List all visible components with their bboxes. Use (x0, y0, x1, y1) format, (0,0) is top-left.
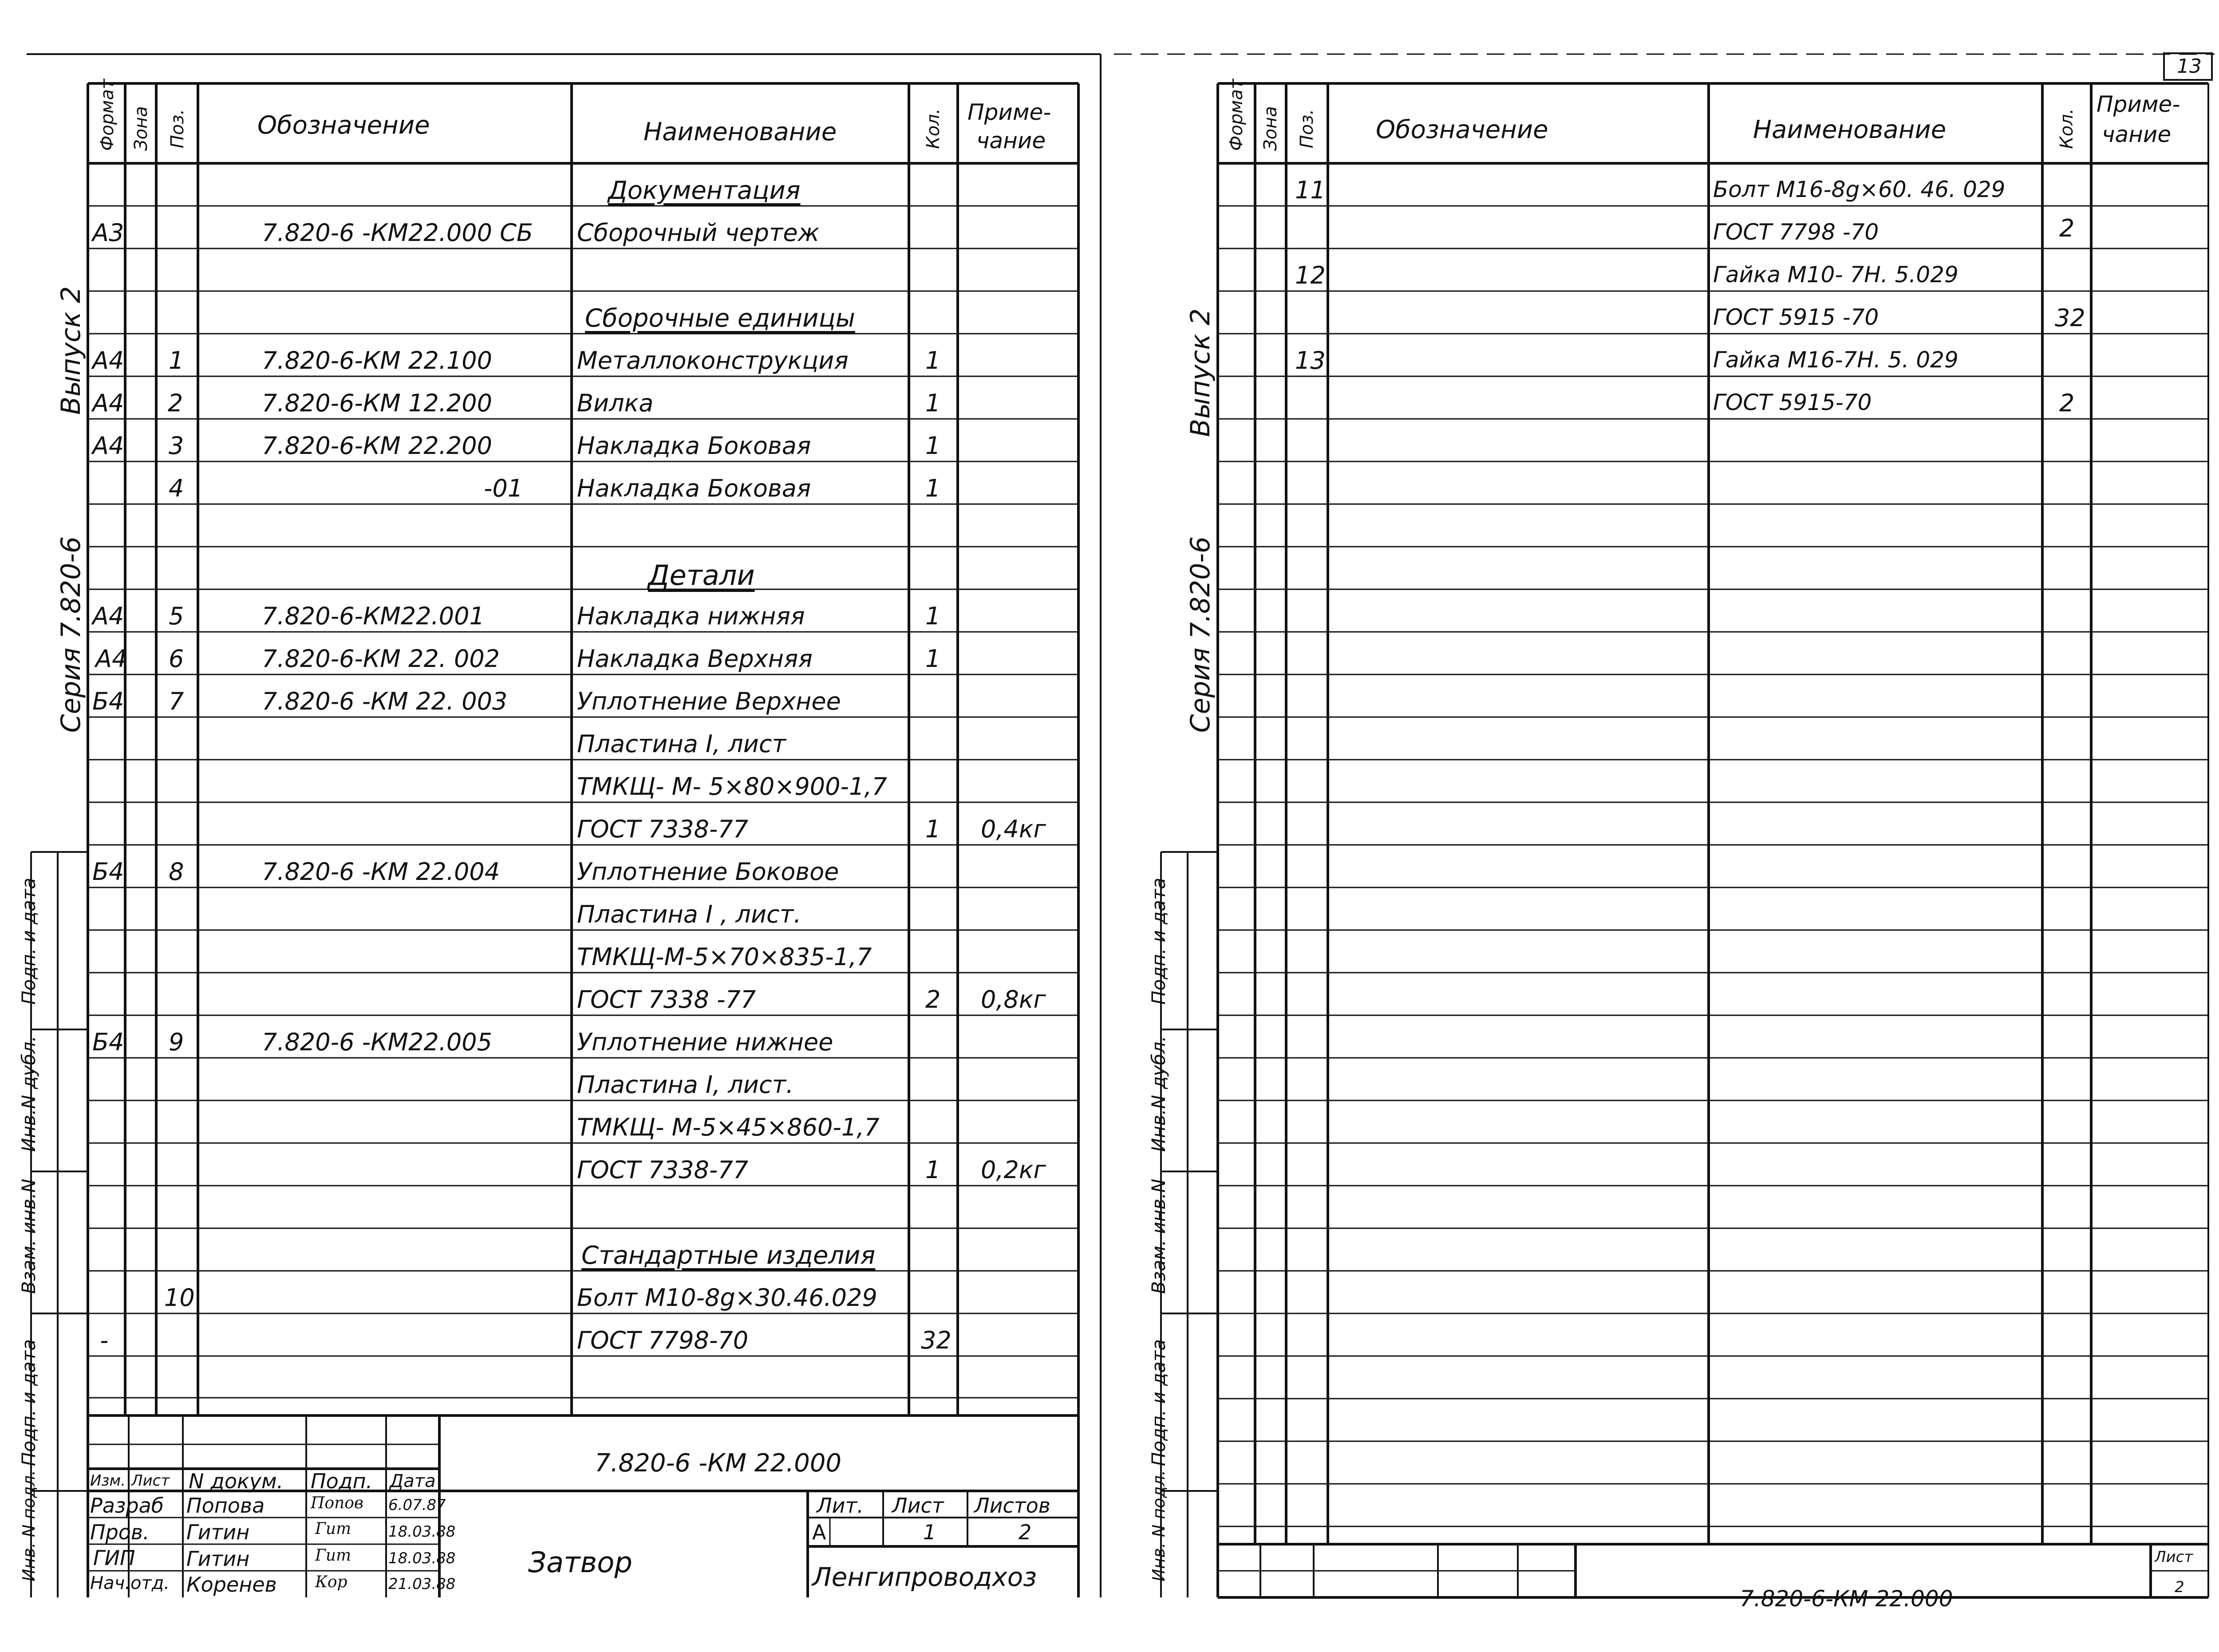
row-pos: 10 (164, 1284, 195, 1312)
row-designation: 7.820-6-КМ22.001 (262, 602, 485, 630)
side-label-vypusk: Выпуск 2 (1185, 308, 1216, 437)
side-label-seriya: Серия 7.820-6 (1185, 536, 1216, 733)
row-format: А3 (92, 219, 124, 247)
row-name: ГОСТ 7798-70 (577, 1326, 749, 1354)
row-qty: 32 (921, 1326, 952, 1354)
row-designation: 7.820-6-КМ 22.200 (262, 432, 492, 460)
listov-label: Листов (974, 1494, 1050, 1518)
list-label: Лист (892, 1494, 944, 1518)
row-pos: 1 (169, 347, 184, 375)
row-qty: 1 (925, 474, 941, 502)
header-format: Формат (97, 79, 118, 151)
title-col-podp: Подп. (311, 1469, 373, 1493)
list-label: Лист (2155, 1548, 2193, 1566)
stamp-box-label: Взам. инв.N (18, 1179, 39, 1294)
row-name: Накладка нижняя (577, 602, 805, 630)
header-qty: Кол. (2057, 108, 2077, 149)
side-label-seriya: Серия 7.820-6 (55, 536, 87, 733)
row-name: ГОСТ 5915-70 (1713, 390, 1872, 415)
stamp-box-label: Инв.N дубл. (18, 1036, 39, 1152)
row-pos: 4 (169, 474, 184, 502)
row-format: Б4 (92, 858, 124, 886)
header-format: Формат (1226, 79, 1247, 151)
row-name: Накладка Боковая (577, 474, 811, 502)
person-name: Гитин (186, 1520, 250, 1544)
header-note-1: Приме- (967, 99, 1051, 125)
row-name: Вилка (577, 389, 654, 417)
row-format: А4 (92, 389, 124, 417)
list-value: 1 (923, 1520, 936, 1544)
header-name: Наименование (644, 118, 837, 146)
list-value: 2 (2175, 1578, 2184, 1596)
row-designation: 7.820-6-КМ 22. 002 (262, 645, 500, 673)
row-name: Гайка М16-7Н. 5. 029 (1713, 347, 1958, 373)
person-role: Пров. (90, 1520, 150, 1544)
stamp-box-label: Инв.N дубл. (1148, 1036, 1169, 1152)
organization: Ленгипроводхоз (812, 1562, 1037, 1592)
header-note-2: чание (2102, 122, 2172, 147)
row-format: А4 (92, 602, 124, 630)
header-qty: Кол. (923, 108, 944, 149)
row-pos: 12 (1295, 261, 1326, 289)
person-date: 6.07.87 (388, 1496, 446, 1514)
stamp-box-label: Подп. и дата (1148, 1339, 1169, 1467)
row-name: Накладка Верхняя (577, 645, 813, 673)
row-qty: 1 (925, 1156, 941, 1184)
row-format: А4 (92, 347, 124, 375)
row-pos: 8 (169, 858, 184, 886)
row-qty: 2 (925, 986, 941, 1013)
stamp-box-label: Подп. и дата (18, 877, 39, 1005)
row-name: ГОСТ 7338-77 (577, 815, 749, 843)
row-format: А4 (95, 645, 127, 673)
row-qty: 1 (925, 347, 941, 375)
section-parts: Детали (648, 559, 755, 591)
row-name: ГОСТ 7798 -70 (1713, 219, 1879, 245)
row-name: ТМКЩ- М-5×45×860-1,7 (577, 1113, 880, 1141)
row-qty: 1 (925, 815, 941, 843)
person-date: 21.03.88 (388, 1575, 456, 1593)
person-name: Гитин (186, 1547, 250, 1571)
lit-label: Лит. (817, 1494, 864, 1518)
header-pos: Поз. (1297, 109, 1317, 149)
signature: Попов (311, 1494, 363, 1512)
stamp-box-label: Инв. N подл. (19, 1470, 39, 1581)
row-name: Уплотнение Боковое (577, 858, 839, 886)
row-name: Сборочный чертеж (577, 219, 820, 247)
row-designation: 7.820-6-КМ 12.200 (262, 389, 492, 417)
row-qty: 1 (925, 389, 941, 417)
row-note: 0,4кг (981, 815, 1046, 843)
row-name: Гайка М10- 7Н. 5.029 (1713, 262, 1958, 288)
row-designation: 7.820-6 -КМ 22.004 (262, 858, 500, 886)
row-name: Болт М10-8g×30.46.029 (577, 1284, 877, 1312)
section-documentation: Документация (608, 176, 801, 205)
row-name: Уплотнение нижнее (577, 1028, 833, 1056)
row-designation: 7.820-6 -КМ22.000 СБ (262, 219, 533, 247)
doc-code: 7.820-6 -КМ 22.000 (595, 1449, 841, 1478)
signature: Гит (315, 1546, 351, 1565)
row-name: Пластина I , лист. (577, 900, 802, 928)
title-col-data: Дата (390, 1471, 436, 1491)
row-pos: 2 (168, 389, 183, 417)
row-note: 0,8кг (981, 986, 1046, 1013)
header-zone: Зона (131, 106, 151, 151)
header-pos: Поз. (167, 109, 188, 149)
row-qty: 32 (2055, 304, 2085, 332)
row-designation: -01 (484, 474, 523, 502)
lit-value: А (812, 1520, 826, 1544)
row-pos: 6 (169, 645, 184, 673)
person-role: Разраб (90, 1494, 164, 1518)
person-role: ГИП (93, 1546, 135, 1570)
row-pos: 13 (1295, 347, 1326, 375)
row-name: ГОСТ 7338 -77 (577, 986, 756, 1013)
stamp-box-label: Взам. инв.N (1148, 1179, 1169, 1294)
row-name: Болт М16-8g×60. 46. 029 (1713, 177, 2006, 202)
row-qty: 1 (925, 602, 941, 630)
drawing-title: Затвор (528, 1546, 633, 1579)
row-pos: 3 (169, 432, 184, 460)
row-name: Металлоконструкция (577, 347, 849, 375)
header-designation: Обозначение (257, 111, 430, 140)
row-designation: 7.820-6 -КМ 22. 003 (262, 687, 508, 715)
row-name: Пластина I, лист. (577, 1071, 794, 1099)
person-date: 18.03.88 (388, 1549, 456, 1567)
row-qty: 2 (2059, 214, 2075, 242)
right-sheet (1114, 0, 2219, 1652)
section-assembly-units: Сборочные единицы (585, 304, 855, 333)
row-note: 0,2кг (981, 1156, 1046, 1184)
row-format: Б4 (92, 1028, 124, 1056)
person-role: Нач.отд. (90, 1573, 170, 1593)
row-name: Уплотнение Верхнее (577, 687, 841, 715)
row-pos: 7 (169, 687, 184, 715)
title-col-list: Лист (131, 1472, 170, 1490)
header-note-2: чание (976, 128, 1046, 154)
person-date: 18.03.88 (388, 1523, 456, 1541)
person-name: Попова (186, 1494, 265, 1518)
title-col-ndokum: N докум. (189, 1469, 284, 1493)
row-pos: 5 (169, 602, 184, 630)
row-format: Б4 (92, 687, 124, 715)
row-designation: 7.820-6-КМ 22.100 (262, 347, 492, 375)
row-format: - (100, 1326, 109, 1354)
stamp-box-label: Подп. и дата (18, 1339, 39, 1467)
row-qty: 1 (925, 432, 941, 460)
header-designation: Обозначение (1376, 115, 1548, 144)
row-format: А4 (92, 432, 124, 460)
signature: Гит (315, 1520, 351, 1538)
row-pos: 11 (1295, 176, 1326, 204)
row-name: ГОСТ 7338-77 (577, 1156, 749, 1184)
row-pos: 9 (169, 1028, 184, 1056)
stamp-box-label: Подп. и дата (1148, 877, 1169, 1005)
header-note-1: Приме- (2097, 91, 2180, 117)
header-zone: Зона (1260, 106, 1281, 151)
row-name: Накладка Боковая (577, 432, 811, 460)
person-name: Коренев (186, 1573, 277, 1597)
section-standard-items: Стандартные изделия (581, 1241, 876, 1270)
row-name: ТМКЩ- М- 5×80×900-1,7 (577, 773, 887, 800)
header-name: Наименование (1753, 115, 1947, 144)
side-label-vypusk: Выпуск 2 (55, 286, 87, 415)
row-name: ТМКЩ-М-5×70×835-1,7 (577, 943, 872, 971)
row-name: Пластина I, лист (577, 730, 786, 758)
row-name: ГОСТ 5915 -70 (1713, 304, 1879, 330)
signature: Кор (315, 1573, 347, 1591)
page-number: 13 (2177, 55, 2202, 78)
row-qty: 2 (2059, 389, 2075, 417)
doc-code: 7.820-6-КМ 22.000 (1740, 1586, 1953, 1612)
right-table-grid (1114, 0, 2219, 1652)
row-qty: 1 (925, 645, 941, 673)
stamp-box-label: Инв. N подл. (1149, 1470, 1169, 1581)
listov-value: 2 (1019, 1520, 1032, 1544)
row-designation: 7.820-6 -КМ22.005 (262, 1028, 492, 1056)
title-col-izm: Изм. (90, 1472, 126, 1490)
